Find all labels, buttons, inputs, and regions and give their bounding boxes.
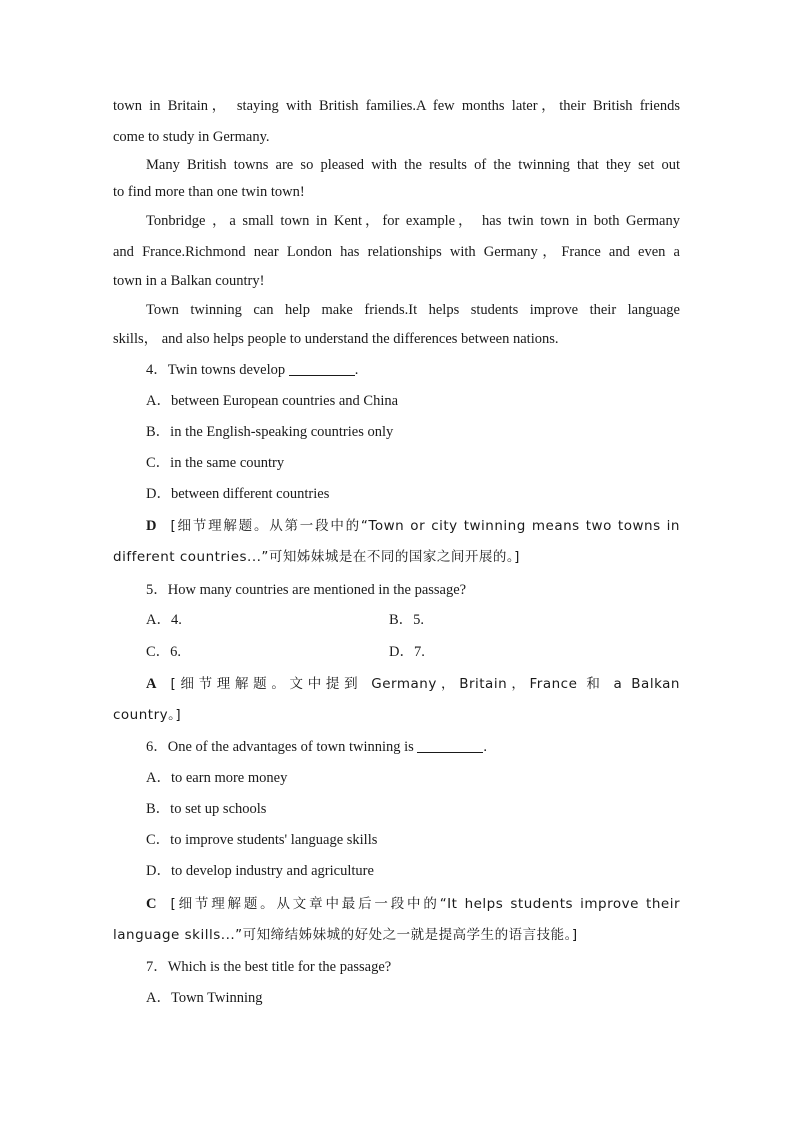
stem-end: . (354, 362, 359, 378)
passage-line: Tonbridge ，a small town in Kent，for example， has twin town in both Germany (146, 213, 680, 229)
explanation-text: [细节理解题。文中提到 Germany，Britain，France 和 a Balkan (170, 676, 680, 692)
explanation-text: language skills...”可知缔结姊妹城的好处之一就是提高学生的语言技能。] (113, 927, 578, 943)
question-6-explanation (146, 894, 680, 914)
answer-letter: A (146, 676, 157, 692)
answer-letter: D (146, 518, 157, 534)
question-5-stem: 5．How many countries are mentioned in the passage? (146, 582, 467, 598)
stem-text: 6．One of the advantages of town twinning is (146, 739, 418, 755)
passage-line: to find more than one twin town! (113, 184, 305, 200)
question-6-stem (146, 737, 680, 757)
answer-blank (417, 738, 483, 753)
question-4-option-d: D．between different countries (146, 486, 330, 502)
question-6-option-a: A．to earn more money (146, 770, 288, 786)
passage-line: Many British towns are so pleased with the results of the twinning that they set out (146, 157, 680, 173)
question-5-explanation (146, 674, 680, 694)
explanation-text: different countries...”可知姊妹城是在不同的国家之间开展的。] (113, 549, 520, 565)
explanation-text: [细节理解题。从第一段中的“Town or city twinning means two towns in (170, 518, 680, 534)
passage-line: town in Britain， staying with British families.A few months later，their British friends (113, 98, 680, 114)
stem-end: . (483, 739, 488, 755)
question-6-option-c: C．to improve students' language skills (146, 832, 378, 848)
question-5-option-d: D．7. (389, 644, 425, 660)
question-5-option-b: B．5. (389, 612, 425, 628)
question-7-stem: 7．Which is the best title for the passage? (146, 959, 392, 975)
stem-text: 4．Twin towns develop (146, 362, 289, 378)
answer-blank (289, 361, 355, 376)
question-5-option-a: A．4. (146, 612, 182, 628)
question-6-option-b: B．to set up schools (146, 801, 267, 817)
passage-line: come to study in Germany. (113, 129, 270, 145)
question-4-explanation (146, 516, 680, 536)
passage-line: town in a Balkan country! (113, 273, 265, 289)
question-6-option-d: D．to develop industry and agriculture (146, 863, 374, 879)
answer-letter: C (146, 896, 157, 912)
question-4-stem (146, 360, 680, 380)
explanation-text: [细节理解题。从文章中最后一段中的“It helps students improve their (170, 896, 680, 912)
passage-line: skills， and also helps people to understand the differences between nations. (113, 331, 559, 347)
question-4-option-c: C．in the same country (146, 455, 285, 471)
question-5-option-c: C．6. (146, 644, 182, 660)
question-4-option-a: A．between European countries and China (146, 393, 399, 409)
passage-line: and France.Richmond near London has relationships with Germany，France and even a (113, 244, 680, 260)
passage-line: Town twinning can help make friends.It helps students improve their language (146, 302, 680, 318)
explanation-text: country。] (113, 707, 182, 723)
question-4-option-b: B．in the English-speaking countries only (146, 424, 394, 440)
question-7-option-a: A．Town Twinning (146, 990, 263, 1006)
